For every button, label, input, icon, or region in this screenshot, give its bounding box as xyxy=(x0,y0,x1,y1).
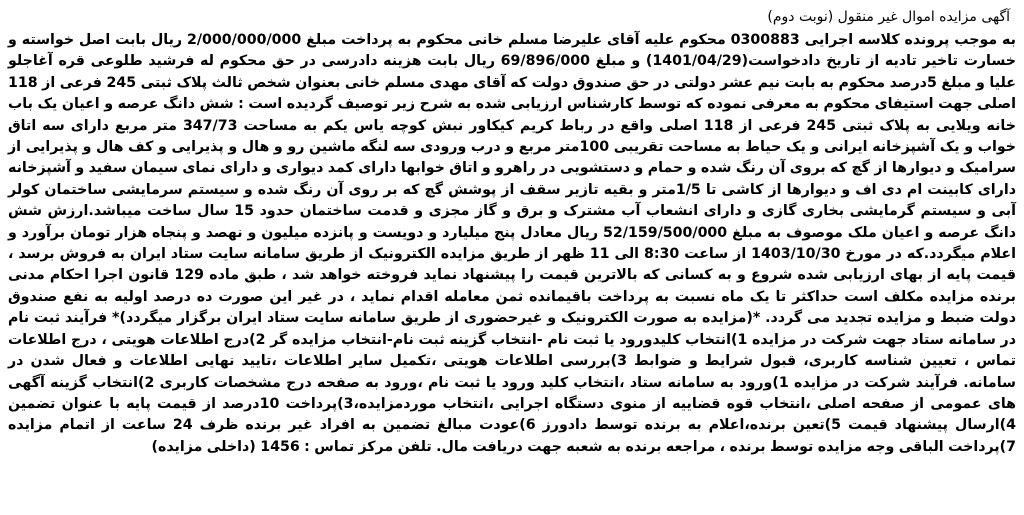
notice-body: به موجب پرونده کلاسه اجرایی 0300883 محکوم علیه آقای علیرضا مسلم خانی محکوم به پرداخت مبلغ 2/000/000/000 ریال بابت اصل خواسته و خسارت تاخیر تادیه از تاریخ دادخواست(1401/04/29) و مبلغ 69/896/000 ریال بابت هزینه دادرسی در حق محکوم له فرشید طلوعی قره آغاجلو علیا و مبلغ 5درصد محکوم به بابت نیم عشر دولتی در حق صندوق دولت که آقای مهدی مسلم خانی بعنوان شخص ثالث پلاک ثبتی 245 فرعی از 118 اصلی جهت استیفای محکوم به معرفی نموده که توسط کارشناس ارزیابی شده به شرح زیر توصیف گردیده است : شش دانگ عرصه و اعیان یک باب خانه ویلایی به پلاک ثبتی 245 فرعی از 118 اصلی واقع در رباط کریم کیکاور نبش کوچه یاس یکم به مساحت 347/73 متر مربع دارای سه اتاق خواب و یک آشپزخانه ایرانی و یک حیاط به مساحت تقریبی 100متر مربع و درب ورودی سه لنگه ماشین رو و هال و پذیرایی و کف هال و پذیرایی از سرامیک و دیوارها از گچ که بروی آن رنگ شده و حمام و دستشویی در راهرو و اتاق خوابها دارای کمد دیواری و دارای نمای سیمان سفید و آشپزخانه دارای کابینت ام دی اف و دیوارها از کاشی تا 1/5متر و بقیه تازیر سقف از پوشش گچ که بر روی آن رنگ شده و سیستم سرمایشی ساختمان کولر آبی و سیستم گرمایشی بخاری گازی و دارای انشعاب آب مشترک و برق و گاز مجزی و قدمت ساختمان حدود 15 سال ساخت میباشد.ارزش شش دانگ عرصه و اعیان ملک موصوف به مبلغ 52/159/500/000 ریال معادل پنج میلیارد و دویست و پانزده میلیون و نهصد و پنجاه هزار تومان برآورد و اعلام میگردد.که در مورخ 1403/10/30 از ساعت 8:30 الی 11 ظهر از طریق مزایده الکترونیک از طریق سامانه سایت ستاد ایران به فروش برسد ، قیمت پایه از بهای ارزیابی شده شروع و به کسانی که بالاترین قیمت را پیشنهاد نماید فروخته خواهد شد ، طبق ماده 129 قانون اجرا احکام مدنی برنده مزایده مکلف است حداکثر تا یک ماه نسبت به پرداخت باقیمانده ثمن معامله اقدام نماید ، در غیر این صورت ده درصد اولیه به نفع صندوق دولت ضبط و مزایده تجدید می گردد. *(مزایده به صورت الکترونیک و غیرحضوری از طریق سامانه سایت ستاد ایران برگزار میگردد)* فرآیند ثبت نام در سامانه ستاد جهت شرکت در مزایده 1)انتخاب کلیدورود یا ثبت نام -انتخاب گزینه ثبت نام-انتخاب مزایده گر 2)درج اطلاعات هویتی ، درج اطلاعات تماس ، تعیین شناسه کاربری، قبول شرایط و ضوابط 3)بررسی اطلاعات هویتی ،تکمیل سایر اطلاعات ،تایید نهایی اطلاعات و فعال شدن در سامانه. فرآیند شرکت در مزایده 1)ورود به سامانه ستاد ،انتخاب کلید ورود یا ثبت نام ،ورود به صفحه درج مشخصات کاربری 2)انتخاب گزینه آگهی های عمومی از صفحه اصلی ،انتخاب قوه قضاییه از منوی دستگاه اجرایی ،انتخاب موردمزایده،3)پرداخت 10درصد از قیمت پایه با عنوان تضمین 4)ارسال پیشنهاد قیمت 5)تعین برنده،اعلام به برنده توسط دادورز 6)عودت مبالغ تضمین به افراد غیر برنده ظرف 24 ساعت از اتمام مزایده 7)پرداخت الباقی وجه مزایده توسط برنده ، مراجعه برنده به شعبه جهت دریافت مال. تلفن مرکز تماس : 1456 (داخلی مزایده) xyxy=(8,32,1017,455)
notice-title: آگهی مزایده اموال غیر منقول (نوبت دوم) xyxy=(767,9,1010,25)
